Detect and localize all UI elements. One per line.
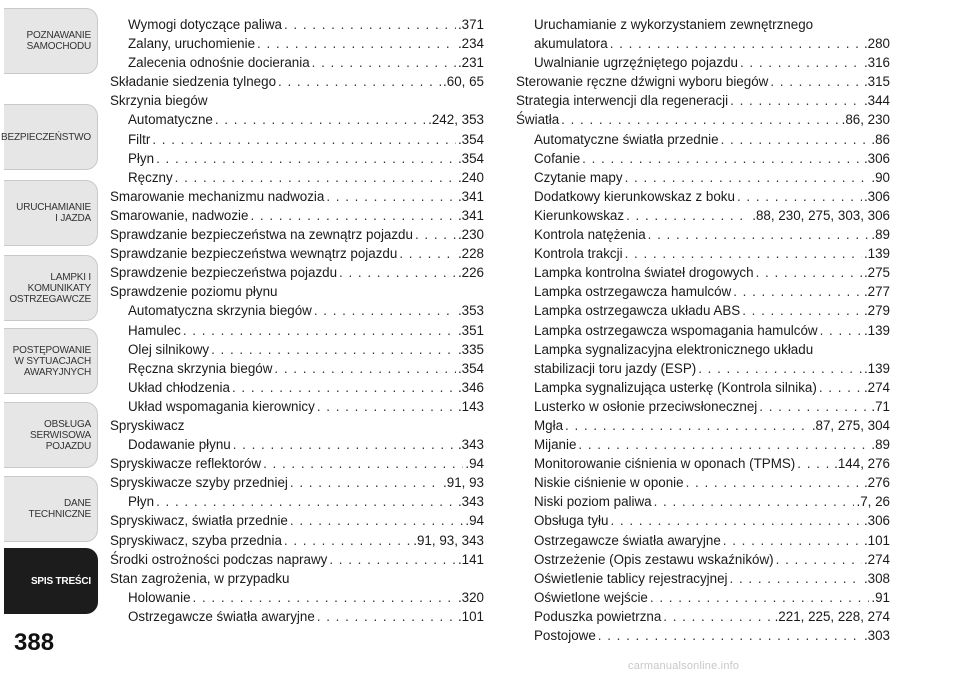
index-entry-pages: .91, 93 <box>443 475 484 491</box>
index-entry[interactable] <box>516 588 890 607</box>
index-entry[interactable] <box>110 511 484 530</box>
page-number: 388 <box>14 629 55 656</box>
index-entry[interactable] <box>110 187 484 206</box>
leader-dots <box>152 130 456 149</box>
index-entry-pages: .60, 65 <box>443 74 484 90</box>
index-entry[interactable] <box>516 321 890 340</box>
leader-dots <box>723 531 862 550</box>
index-entry[interactable] <box>516 454 890 473</box>
index-entry[interactable] <box>110 244 484 263</box>
leader-dots <box>250 206 455 225</box>
leader-dots <box>740 53 862 72</box>
index-column-right <box>516 15 890 645</box>
index-entry-pages: .320 <box>457 589 484 605</box>
chapter-tab-label: BEZPIECZEŃSTWO <box>1 131 91 143</box>
index-entry[interactable] <box>516 569 890 588</box>
index-entry-label: Zalecenia odnośnie docierania <box>128 55 310 71</box>
index-entry[interactable] <box>516 206 890 225</box>
index-entry-pages: .94 <box>465 456 484 472</box>
chapter-tab-2[interactable] <box>4 180 98 246</box>
leader-dots <box>578 435 869 454</box>
chapter-tab-6[interactable] <box>4 476 98 542</box>
index-entry[interactable] <box>516 435 890 454</box>
index-entry-label: Skrzynia biegów <box>110 93 208 109</box>
index-entry[interactable] <box>516 492 890 511</box>
leader-dots <box>686 473 862 492</box>
leader-dots <box>317 397 456 416</box>
index-entry-label: Automatyczne <box>128 112 213 128</box>
index-entry[interactable] <box>110 588 484 607</box>
index-entry-pages: .228 <box>457 246 484 262</box>
index-entry[interactable] <box>110 91 484 110</box>
index-entry-label: Stan zagrożenia, w przypadku <box>110 570 290 586</box>
index-entry[interactable] <box>110 53 484 72</box>
index-entry-pages: .87, 275, 304 <box>811 417 890 433</box>
index-entry-pages: .144, 276 <box>834 456 890 472</box>
index-entry-pages: .306 <box>863 150 890 166</box>
index-entry-pages: .226 <box>457 265 484 281</box>
index-entry[interactable] <box>110 225 484 244</box>
index-entry-pages: .143 <box>457 398 484 414</box>
index-entry-label: Postojowe <box>534 628 596 643</box>
index-entry[interactable] <box>110 321 484 340</box>
index-entry-pages: .353 <box>457 303 484 319</box>
leader-dots <box>156 492 456 511</box>
index-entry-label: Płyn <box>128 494 155 510</box>
leader-dots <box>156 149 456 168</box>
index-entry-pages: .308 <box>863 570 890 586</box>
index-entry-pages: .71 <box>871 398 890 414</box>
leader-dots <box>274 359 456 378</box>
index-entry-pages: .90 <box>871 169 890 185</box>
index-entry[interactable] <box>516 225 890 244</box>
index-entry[interactable] <box>110 72 484 91</box>
index-entry-label: Filtr <box>128 131 151 147</box>
index-entry-label: Mijanie <box>534 437 577 453</box>
index-entry[interactable] <box>516 72 890 91</box>
index-entry-label: Kierunkowskaz <box>534 207 625 223</box>
index-entry-label: Niskie ciśnienie w oponie <box>534 475 684 491</box>
index-entry[interactable] <box>516 282 890 301</box>
index-entry-label: Kontrola natężenia <box>534 227 646 243</box>
index-entry-label: Oświetlenie tablicy rejestracyjnej <box>534 570 728 586</box>
index-entry[interactable] <box>516 301 890 320</box>
index-entry-pages: .141 <box>457 551 484 567</box>
index-entry-label: Smarowanie mechanizmu nadwozia <box>110 188 325 204</box>
index-entry-pages: .89 <box>871 437 890 453</box>
index-entry-label: Spryskiwacz <box>110 417 185 433</box>
index-entry[interactable] <box>110 607 484 626</box>
index-entry-pages: .306 <box>863 188 890 204</box>
leader-dots <box>193 588 456 607</box>
index-entry-pages: .354 <box>457 131 484 147</box>
index-entry-label: Uwalnianie ugrzęźniętego pojazdu <box>534 55 738 71</box>
index-entry-label: Środki ostrożności podczas naprawy <box>110 551 328 567</box>
index-entry[interactable] <box>110 569 484 588</box>
index-entry-label: Spryskiwacz, światła przednie <box>110 513 288 529</box>
index-entry-pages: .343 <box>457 494 484 510</box>
leader-dots <box>625 168 870 187</box>
leader-dots <box>415 225 456 244</box>
leader-dots <box>232 378 456 397</box>
index-entry[interactable] <box>110 282 484 301</box>
index-entry[interactable] <box>110 378 484 397</box>
index-entry-pages: .280 <box>863 36 890 52</box>
chapter-tab-label: URUCHAMIANIE I JAZDA <box>16 202 91 224</box>
index-entry-pages: .139 <box>863 360 890 376</box>
leader-dots <box>329 550 456 569</box>
leader-dots <box>399 244 456 263</box>
leader-dots <box>759 397 869 416</box>
leader-dots <box>561 110 839 129</box>
leader-dots <box>312 53 456 72</box>
index-entry-label: Sprawdzenie poziomu płynu <box>110 284 278 300</box>
index-entry-pages: .315 <box>863 74 890 90</box>
index-entry-label: Hamulec <box>128 322 181 338</box>
index-entry[interactable] <box>110 206 484 225</box>
leader-dots <box>183 321 456 340</box>
index-entry[interactable] <box>110 454 484 473</box>
index-entry[interactable] <box>516 397 890 416</box>
leader-dots <box>284 15 456 34</box>
index-entry-label: akumulatora <box>534 36 608 52</box>
leader-dots <box>776 550 862 569</box>
index-entry-label: Niski poziom paliwa <box>534 494 652 510</box>
leader-dots <box>598 626 862 645</box>
index-entry-pages: .101 <box>863 532 890 548</box>
index-entry-label: Strategia interwencji dla regeneracji <box>516 93 729 109</box>
index-entry[interactable] <box>516 550 890 569</box>
index-entry-label: Czytanie mapy <box>534 169 623 185</box>
leader-dots <box>290 511 464 530</box>
leader-dots <box>625 244 862 263</box>
index-entry[interactable] <box>110 149 484 168</box>
leader-dots <box>756 263 862 282</box>
index-entry[interactable] <box>516 473 890 492</box>
chapter-tab-label: LAMPKI I KOMUNIKATY OSTRZEGAWCZE <box>9 271 91 305</box>
index-entry[interactable] <box>516 626 890 645</box>
index-entry[interactable] <box>110 397 484 416</box>
index-entry-label: Lampka ostrzegawcza hamulców <box>534 284 732 300</box>
index-entry-label: Monitorowanie ciśnienia w oponach (TPMS) <box>534 456 796 472</box>
leader-dots <box>278 72 441 91</box>
index-entry-pages: .341 <box>457 207 484 223</box>
index-entry[interactable] <box>516 340 890 359</box>
index-entry[interactable] <box>516 263 890 282</box>
index-entry[interactable] <box>110 15 484 34</box>
index-column-left <box>110 15 484 626</box>
index-entry-label: Ręczna skrzynia biegów <box>128 360 273 376</box>
index-entry-label: Ostrzegawcze światła awaryjne <box>534 532 721 548</box>
chapter-tab-label: DANE TECHNICZNE <box>28 498 91 520</box>
index-entry-label: Sprawdzanie bezpieczeństwa wewnątrz pojazdu <box>110 246 398 262</box>
index-entry[interactable] <box>516 511 890 530</box>
index-entry-pages: .101 <box>457 608 484 624</box>
leader-dots <box>263 454 463 473</box>
index-entry[interactable] <box>110 492 484 511</box>
index-entry-label: Ręczny <box>128 169 173 185</box>
leader-dots <box>648 225 870 244</box>
index-entry-label: Lampka ostrzegawcza układu ABS <box>534 303 741 319</box>
index-entry[interactable] <box>516 53 890 72</box>
index-entry[interactable] <box>516 168 890 187</box>
chapter-tab-label: OBSŁUGA SERWISOWA POJAZDU <box>30 418 91 452</box>
index-entry-label: Spryskiwacze reflektorów <box>110 456 262 472</box>
index-entry-label: Dodawanie płynu <box>128 437 231 453</box>
leader-dots <box>820 321 862 340</box>
index-entry[interactable] <box>110 531 484 550</box>
index-entry[interactable] <box>516 607 890 626</box>
leader-dots <box>290 473 441 492</box>
index-entry[interactable] <box>516 378 890 397</box>
index-entry-label: Sprawdzanie bezpieczeństwa na zewnątrz pojazdu <box>110 227 413 243</box>
leader-dots <box>737 187 862 206</box>
index-entry-pages: .303 <box>863 628 890 643</box>
index-entry-label: Światła <box>516 112 560 128</box>
index-entry-pages: .86, 230 <box>841 112 890 128</box>
chapter-tab-7[interactable] <box>4 548 98 614</box>
chapter-tab-3[interactable] <box>4 255 98 321</box>
chapter-tab-4[interactable] <box>4 328 98 394</box>
leader-dots <box>339 263 456 282</box>
leader-dots <box>211 340 456 359</box>
index-entry[interactable] <box>110 263 484 282</box>
index-entry-pages: .275 <box>863 265 890 281</box>
index-entry-pages: .343 <box>457 437 484 453</box>
chapter-tab-0[interactable] <box>4 8 98 74</box>
index-entry[interactable] <box>516 187 890 206</box>
index-entry-label: Poduszka powietrzna <box>534 608 662 624</box>
index-entry-pages: .351 <box>457 322 484 338</box>
leader-dots <box>698 359 862 378</box>
leader-dots <box>314 301 456 320</box>
index-entry-pages: .91, 93, 343 <box>413 532 484 548</box>
index-entry[interactable] <box>516 15 890 34</box>
index-entry-pages: .240 <box>457 169 484 185</box>
index-entry-pages: .231 <box>457 55 484 71</box>
chapter-tab-label: SPIS TREŚCI <box>30 575 91 587</box>
watermark: carmanualsonline.info <box>628 660 740 672</box>
leader-dots <box>819 378 862 397</box>
index-entry[interactable] <box>110 416 484 435</box>
index-entry-label: Ostrzegawcze światła awaryjne <box>128 608 315 624</box>
index-entry[interactable] <box>516 149 890 168</box>
index-entry-label: Kontrola trakcji <box>534 246 623 262</box>
leader-dots <box>326 187 456 206</box>
chapter-tab-5[interactable] <box>4 402 98 468</box>
index-entry-pages: .276 <box>863 475 890 491</box>
index-entry-pages: .274 <box>863 551 890 567</box>
index-entry-label: Wymogi dotyczące paliwa <box>128 17 282 32</box>
index-entry-pages: .306 <box>863 513 890 529</box>
leader-dots <box>663 607 772 626</box>
chapter-tab-label: POZNAWANIE SAMOCHODU <box>26 30 91 52</box>
index-entry-label: Spryskiwacz, szyba przednia <box>110 532 282 548</box>
leader-dots <box>770 72 862 91</box>
index-entry-label: Mgła <box>534 417 564 433</box>
index-entry-label: Układ chłodzenia <box>128 379 230 395</box>
index-entry-label: Oświetlone wejście <box>534 589 648 605</box>
index-entry-pages: .274 <box>863 379 890 395</box>
index-entry[interactable] <box>110 34 484 53</box>
index-entry[interactable] <box>110 168 484 187</box>
index-entry-pages: .88, 230, 275, 303, 306 <box>752 207 890 223</box>
leader-dots <box>233 435 456 454</box>
index-entry-label: Ostrzeżenie (Opis zestawu wskaźników) <box>534 551 774 567</box>
index-entry-label: Płyn <box>128 150 155 166</box>
index-entry-label: Lampka sygnalizacyjna elektronicznego układu <box>534 341 814 357</box>
index-entry-label: Sprawdzenie bezpieczeństwa pojazdu <box>110 265 338 281</box>
leader-dots <box>733 282 862 301</box>
index-entry-label: Cofanie <box>534 150 581 166</box>
chapter-tab-label: POSTĘPOWANIE W SYTUACJACH AWARYJNYCH <box>12 344 91 378</box>
index-entry-pages: .86 <box>871 131 890 147</box>
leader-dots <box>721 130 870 149</box>
index-entry[interactable] <box>516 91 890 110</box>
leader-dots <box>610 34 862 53</box>
leader-dots <box>565 416 810 435</box>
leader-dots <box>626 206 750 225</box>
index-entry-pages: .221, 225, 228, 274 <box>774 608 890 624</box>
index-entry-label: Lampka ostrzegawcza wspomagania hamulców <box>534 322 818 338</box>
index-entry[interactable] <box>516 244 890 263</box>
index-entry-pages: .139 <box>863 322 890 338</box>
index-entry-pages: .91 <box>871 589 890 605</box>
leader-dots <box>284 531 411 550</box>
leader-dots <box>317 607 456 626</box>
index-entry-pages: .371 <box>457 17 484 32</box>
index-entry-pages: .346 <box>457 379 484 395</box>
index-entry-label: Układ wspomagania kierownicy <box>128 398 315 414</box>
leader-dots <box>654 492 855 511</box>
index-entry-label: Lusterko w osłonie przeciwsłonecznej <box>534 398 758 414</box>
index-entry-pages: .279 <box>863 303 890 319</box>
chapter-sidebar <box>0 0 101 678</box>
index-entry-label: Automatyczne światła przednie <box>534 131 719 147</box>
index-entry-label: Olej silnikowy <box>128 341 210 357</box>
leader-dots <box>650 588 870 607</box>
index-entry[interactable] <box>516 531 890 550</box>
index-entry-label: Dodatkowy kierunkowskaz z boku <box>534 188 735 204</box>
index-entry-label: Holowanie <box>128 589 191 605</box>
index-entry[interactable] <box>110 359 484 378</box>
index-entry-label: Obsługa tyłu <box>534 513 609 529</box>
index-entry[interactable] <box>516 416 890 435</box>
leader-dots <box>730 91 862 110</box>
index-entry[interactable] <box>516 359 890 378</box>
index-entry-pages: .234 <box>457 36 484 52</box>
index-entry-label: Składanie siedzenia tylnego <box>110 74 277 90</box>
index-entry-label: Sterowanie ręczne dźwigni wyboru biegów <box>516 74 769 90</box>
index-entry-label: Uruchamianie z wykorzystaniem zewnętrznego <box>534 17 814 32</box>
leader-dots <box>730 569 862 588</box>
index-entry-pages: .335 <box>457 341 484 357</box>
index-entry-label: Lampka kontrolna świateł drogowych <box>534 265 754 281</box>
index-entry[interactable] <box>110 340 484 359</box>
index-entry[interactable] <box>516 34 890 53</box>
index-entry-pages: .242, 353 <box>428 112 484 128</box>
leader-dots <box>582 149 862 168</box>
leader-dots <box>175 168 456 187</box>
index-entry-label: stabilizacji toru jazdy (ESP) <box>534 360 697 376</box>
index-entry[interactable] <box>110 473 484 492</box>
index-entry-pages: .341 <box>457 188 484 204</box>
index-entry[interactable] <box>110 110 484 129</box>
index-entry-label: Smarowanie, nadwozie <box>110 207 249 223</box>
index-entry-label: Spryskiwacze szyby przedniej <box>110 475 288 491</box>
index-entry-pages: .7, 26 <box>856 494 890 510</box>
index-entry-label: Zalany, uruchomienie <box>128 36 256 52</box>
index-entry-pages: .89 <box>871 227 890 243</box>
chapter-tab-1[interactable] <box>1 104 98 170</box>
index-entry-pages: .354 <box>457 150 484 166</box>
index-entry-label: Lampka sygnalizująca usterkę (Kontrola silnika) <box>534 379 817 395</box>
index-entry-pages: .94 <box>465 513 484 529</box>
index-entry[interactable] <box>516 130 890 149</box>
leader-dots <box>257 34 456 53</box>
index-entry[interactable] <box>110 550 484 569</box>
index-entry[interactable] <box>516 110 890 129</box>
leader-dots <box>742 301 862 320</box>
leader-dots <box>215 110 426 129</box>
index-entry[interactable] <box>110 301 484 320</box>
index-entry[interactable] <box>110 435 484 454</box>
leader-dots <box>610 511 862 530</box>
index-entry-pages: .344 <box>863 93 890 109</box>
index-entry-pages: .316 <box>863 55 890 71</box>
index-entry[interactable] <box>110 130 484 149</box>
index-entry-label: Automatyczna skrzynia biegów <box>128 303 312 319</box>
index-entry-pages: .354 <box>457 360 484 376</box>
index-entry-pages: .230 <box>457 227 484 243</box>
index-entry-pages: .139 <box>863 246 890 262</box>
leader-dots <box>797 454 832 473</box>
index-entry-pages: .277 <box>863 284 890 300</box>
